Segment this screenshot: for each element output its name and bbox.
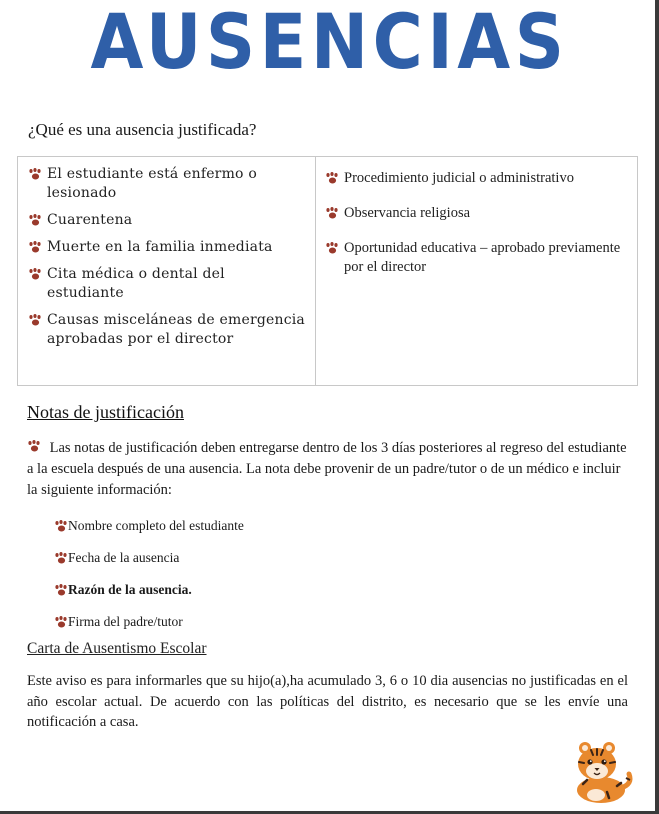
paw-print-icon bbox=[325, 207, 339, 219]
list-item bbox=[54, 510, 244, 542]
list-item-text: Procedimiento judicial o administrativo bbox=[344, 170, 574, 186]
paw-print-icon bbox=[28, 168, 42, 180]
reasons-left-column bbox=[18, 157, 316, 385]
list-item-text: Cita médica o dental del estudiante bbox=[47, 266, 225, 301]
carta-paragraph: Este aviso es para informarles que su hijo(a),ha acumulado 3, 6 o 10 dia ausencias no justificadas en el año escolar actual. De acuerdo con las políticas del distrito, es necesario que se les envíe una notificación a casa. bbox=[27, 673, 628, 730]
list-item bbox=[54, 574, 244, 606]
paw-print-icon bbox=[54, 584, 67, 596]
list-item-text: Observancia religiosa bbox=[344, 205, 471, 221]
list-item bbox=[54, 542, 244, 574]
list-item-text: Oportunidad educativa – aprobado previamente por el director bbox=[344, 240, 621, 275]
paw-print-icon bbox=[28, 241, 42, 253]
list-item bbox=[28, 238, 305, 257]
list-item bbox=[28, 165, 305, 203]
page-title: AUSENCIAS bbox=[90, 0, 569, 86]
list-item-text: Muerte en la familia inmediata bbox=[47, 239, 273, 255]
paw-print-icon bbox=[54, 552, 67, 564]
list-item-text: Razón de la ausencia. bbox=[68, 582, 192, 597]
paw-print-icon bbox=[54, 616, 67, 628]
list-item bbox=[325, 239, 629, 277]
paw-print-icon bbox=[28, 214, 42, 226]
list-item-text: Causas misceláneas de emergencia aprobadas por el director bbox=[47, 312, 305, 347]
paw-print-icon bbox=[28, 268, 42, 280]
tiger-mascot-illustration bbox=[563, 740, 635, 804]
carta-heading: Carta de Ausentismo Escolar bbox=[27, 640, 207, 657]
notes-heading: Notas de justificación bbox=[27, 402, 184, 422]
list-item bbox=[325, 169, 629, 188]
paw-print-icon bbox=[28, 314, 42, 326]
list-item bbox=[28, 311, 305, 349]
notes-requirements-list bbox=[54, 510, 244, 638]
list-item bbox=[28, 265, 305, 303]
paw-print-icon bbox=[325, 242, 339, 254]
reasons-right-column bbox=[316, 157, 637, 385]
notes-paragraph-text: Las notas de justificación deben entregarse dentro de los 3 días posteriores al regreso del estudiante a la escuela después de una ausencia. La nota debe provenir de un padre/tutor o de un médico e incluir la siguiente información: bbox=[27, 440, 627, 498]
list-item-text: Fecha de la ausencia bbox=[68, 550, 180, 565]
list-item-text: El estudiante está enfermo o lesionado bbox=[47, 166, 257, 201]
paw-print-icon bbox=[325, 172, 339, 184]
paw-print-icon bbox=[27, 440, 41, 452]
justified-reasons-table bbox=[17, 156, 638, 386]
page-edge-right bbox=[655, 0, 659, 814]
justified-question-heading: ¿Qué es una ausencia justificada? bbox=[28, 120, 257, 139]
list-item bbox=[325, 204, 629, 223]
paw-print-icon bbox=[54, 520, 67, 532]
list-item bbox=[54, 606, 244, 638]
list-item-text: Nombre completo del estudiante bbox=[68, 518, 244, 533]
notes-paragraph bbox=[27, 437, 627, 501]
list-item-text: Cuarentena bbox=[47, 212, 133, 228]
list-item bbox=[28, 211, 305, 230]
list-item-text: Firma del padre/tutor bbox=[68, 614, 183, 629]
